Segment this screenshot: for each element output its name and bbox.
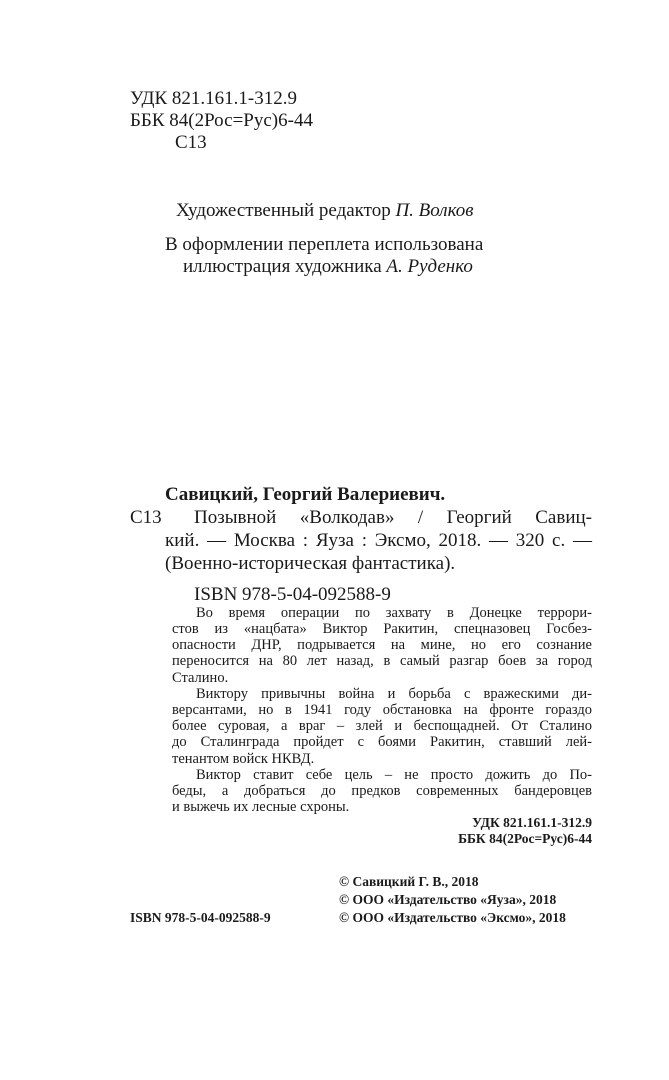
art-editor-label: Художественный редактор bbox=[176, 200, 391, 221]
cover-artist: А. Руденко bbox=[386, 256, 473, 277]
copyright-line: © ООО «Издательство «Яуза», 2018 bbox=[339, 892, 557, 907]
footer-isbn: ISBN 978-5-04-092588-9 bbox=[130, 910, 271, 925]
bbk-code: ББК 84(2Рос=Рус)6-44 bbox=[130, 110, 313, 131]
cover-line-2 bbox=[183, 256, 473, 278]
annotation-line: Во время операции по захвату в Донецке террори- bbox=[196, 605, 592, 621]
footer-udk: УДК 821.161.1-312.9 bbox=[472, 815, 592, 830]
annotation-line: переносится на 80 лет назад, в самый разгар боев за город bbox=[172, 653, 592, 669]
copyright-line: © Савицкий Г. В., 2018 bbox=[339, 874, 479, 889]
annotation-line: Виктору привычны война и борьба с вражескими ди- bbox=[196, 686, 592, 702]
catalog-line: (Военно-историческая фантастика). bbox=[165, 553, 456, 574]
author-mark: С13 bbox=[175, 132, 207, 153]
annotation-line: до Сталинграда пройдет с боями Ракитин, ставший лей- bbox=[172, 734, 592, 750]
cover-line-2-prefix: иллюстрация художника bbox=[183, 256, 382, 277]
copyright-line: © ООО «Издательство «Эксмо», 2018 bbox=[339, 910, 566, 925]
annotation-line: версантами, но в 1941 году обстановка на фронте гораздо bbox=[172, 702, 592, 718]
annotation-line: тенантом войск НКВД. bbox=[172, 751, 315, 767]
annotation-line: опасности ДНР, подрывается на мине, но его сознание bbox=[172, 637, 592, 653]
catalog-line: кий. — Москва : Яуза : Эксмо, 2018. — 320 с. — bbox=[165, 530, 592, 551]
annotation-line: и выжечь их лесные схроны. bbox=[172, 799, 350, 815]
cover-line-1: В оформлении переплета использована bbox=[165, 234, 484, 255]
catalog-isbn: ISBN 978-5-04-092588-9 bbox=[194, 584, 391, 605]
footer-bbk: ББК 84(2Рос=Рус)6-44 bbox=[458, 831, 592, 846]
annotation-line: более суровая, а враг – злей и беспощадней. От Сталино bbox=[172, 718, 592, 734]
udk-code: УДК 821.161.1-312.9 bbox=[130, 88, 297, 109]
annotation-line: Виктор ставит себе цель – не просто дожить до По- bbox=[196, 767, 592, 783]
annotation-line: Сталино. bbox=[172, 670, 229, 686]
catalog-line: Позывной «Волкодав» / Георгий Савиц- bbox=[194, 507, 592, 528]
art-editor-name: П. Волков bbox=[395, 200, 474, 221]
annotation-line: беды, а добраться до предков современных бандеровцев bbox=[172, 783, 592, 799]
catalog-author-heading: Савицкий, Георгий Валериевич. bbox=[165, 484, 446, 505]
art-editor-line bbox=[176, 200, 474, 222]
catalog-mark: С13 bbox=[130, 507, 162, 528]
annotation-line: стов из «нацбата» Виктор Ракитин, спецназовец Госбез- bbox=[172, 621, 592, 637]
